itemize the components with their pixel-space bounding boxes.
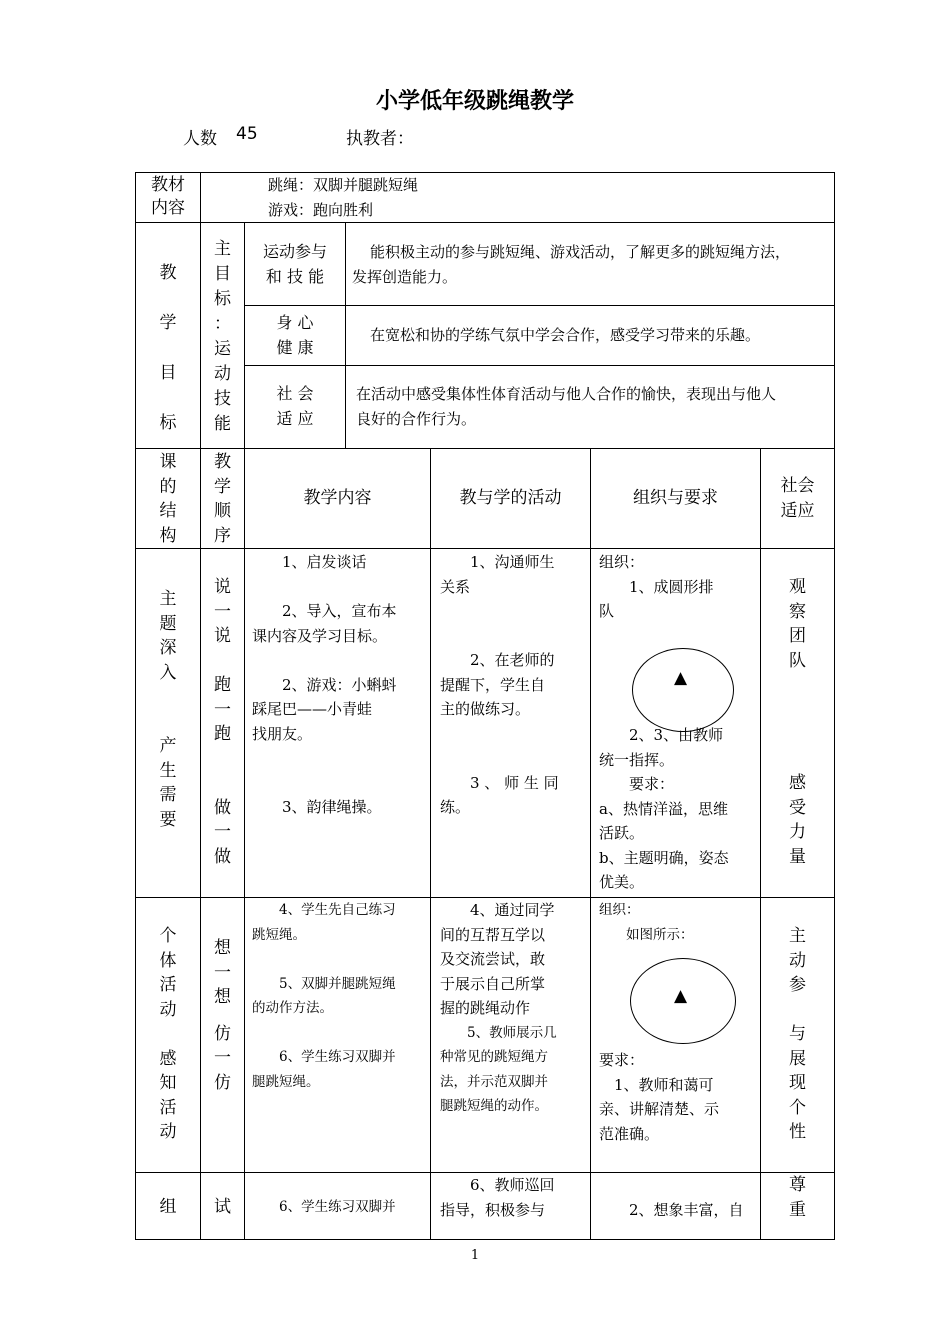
- row2-activity: 4、通过同学 间的互帮互学以 及交流尝试，敢 于展示自己所掌 握的跳绳动作 5、教师展示几 种常见的跳短绳方 法，并示范双脚并 腿跳短绳的动作。: [440, 901, 557, 1114]
- row3-structure: 组: [159, 1197, 177, 1217]
- row2-content: 4、学生先自己练习 跳短绳。 5、双脚并腿跳短绳 的动作方法。 6、学生练习双脚并 腿跳短绳。: [252, 902, 396, 1090]
- header-organization: 组织与要求: [633, 488, 718, 508]
- header-activity: 教与学的活动: [459, 488, 562, 508]
- goal-label-participation: 运动参与 和 技 能: [262, 242, 327, 286]
- row3-activity: 6、教师巡回 指导，积极参与: [440, 1176, 555, 1219]
- goal-label-health: 身 心 健 康: [276, 313, 314, 357]
- row2-social: 主 动 参 与 展 现 个 性: [789, 926, 806, 1142]
- row3-order: 试: [214, 1197, 231, 1217]
- goal-text-health: 在宽松和协的学练气氛中学会合作，感受学习带来的乐趣。: [370, 326, 761, 344]
- row3-social: 尊 重: [789, 1175, 806, 1220]
- page-number: 1: [470, 1248, 480, 1263]
- main-goal-label: 主 目 标 ： 运 动 技 能: [214, 239, 231, 434]
- goal-label-social: 社 会 适 应: [276, 384, 314, 428]
- row2-org-bottom: 要求： 1、教师和蔼可 亲、讲解清楚、示 范准确。: [599, 1051, 720, 1143]
- header-order: 教 学 顺 序: [214, 452, 231, 546]
- teacher-label: 执教者：: [346, 129, 414, 149]
- row1-activity: 1、沟通师生 关系 2、在老师的 提醒下，学生自 主的做练习。 3 、 师 生 同 练。: [440, 553, 559, 816]
- row1-org-top: 组织： 1、成圆形排 队: [599, 553, 714, 620]
- row2-org-top: 组织： 如图所示：: [599, 902, 694, 943]
- row1-structure: 主 题 深 入 产 生 需 要: [159, 589, 177, 830]
- header-social: 社会 适应: [780, 476, 815, 521]
- material-line-1: 跳绳：双脚并腿跳短绳: [268, 176, 419, 194]
- row1-org-bottom: 2、3、由教师 统一指挥。 要求： a、热情洋溢，思维 活跃。 b、主题明确，姿态 优美。: [599, 726, 729, 891]
- goals-label: 教 学 目 标: [159, 263, 177, 433]
- teacher-marker-icon: ▲: [674, 668, 688, 688]
- row2-structure: 个 体 活 动 感 知 活 动: [159, 926, 177, 1142]
- row1-order: 说 一 说 跑 一 跑 做 一 做: [214, 577, 231, 867]
- student-count-label: 人数: [183, 129, 217, 149]
- row3-content: 6、学生练习双脚并: [252, 1199, 396, 1215]
- formation-circle: [632, 648, 734, 732]
- material-line-2: 游戏：跑向胜利: [268, 201, 374, 219]
- teacher-marker-icon: ▲: [674, 986, 688, 1006]
- goal-text-social: 在活动中感受集体性体育活动与他人合作的愉快，表现出与他人 良好的合作行为。: [356, 385, 777, 428]
- row3-organization: 2、想象丰富，自: [599, 1201, 744, 1219]
- student-count-value: 45: [236, 124, 258, 144]
- row2-order: 想 一 想 仿 一 仿: [214, 938, 231, 1093]
- row1-social: 观 察 团 队 感 受 力 量: [789, 577, 806, 867]
- row1-content: 1、启发谈话 2、导入，宣布本 课内容及学习目标。 2、游戏：小蝌蚪 踩尾巴——小青蛙 找朋友。 3、韵律绳操。: [252, 553, 397, 816]
- page-title: 小学低年级跳绳教学: [375, 89, 574, 114]
- goal-text-participation: 能积极主动的参与跳短绳、游戏活动，了解更多的跳短绳方法， 发挥创造能力。: [352, 243, 791, 286]
- header-structure: 课 的 结 构: [159, 452, 177, 546]
- header-content: 教学内容: [303, 488, 372, 508]
- material-label: 教材 内容: [151, 175, 185, 218]
